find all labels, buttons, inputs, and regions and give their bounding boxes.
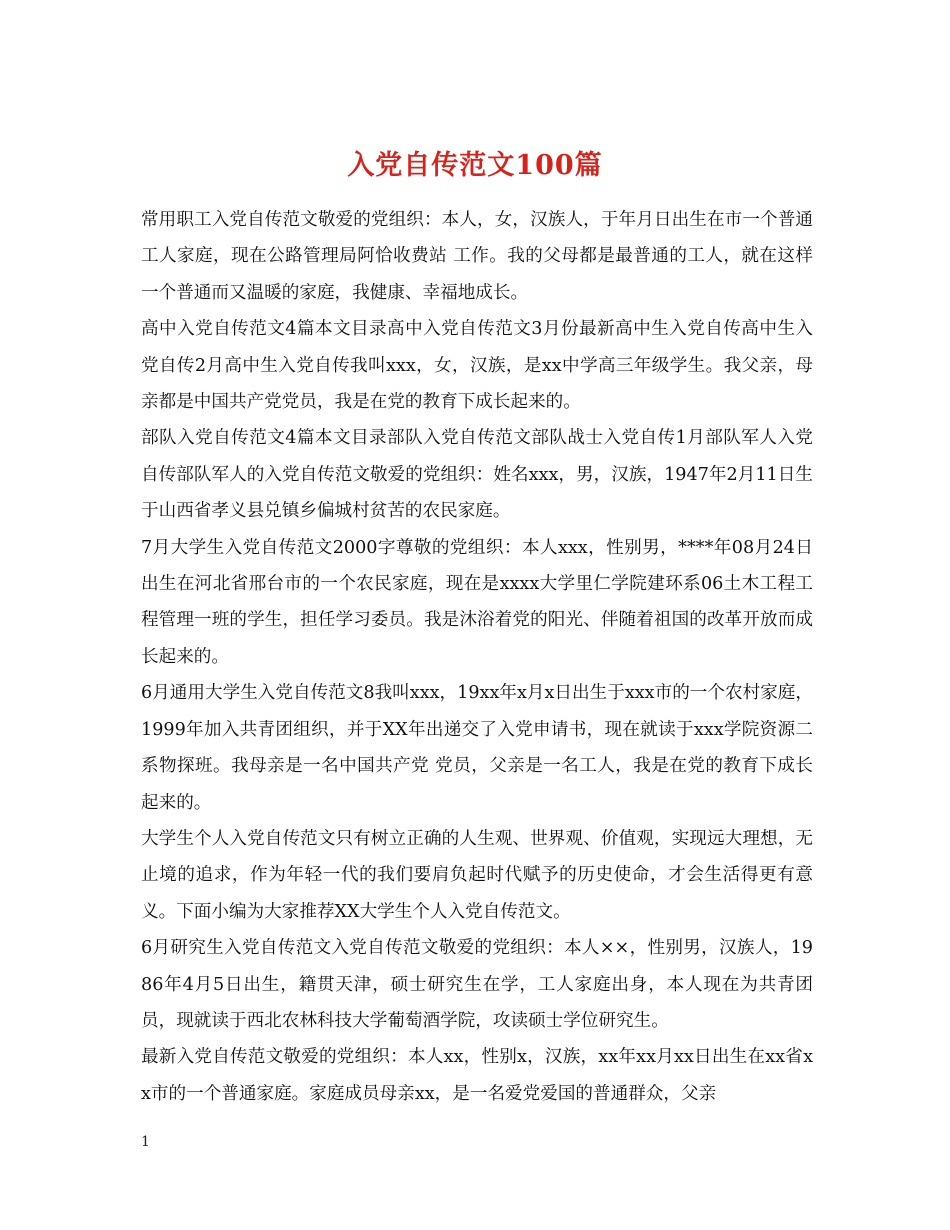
paragraph: 6月研究生入党自传范文入党自传范文敬爱的党组织：本人××，性别男，汉族人，1986年4月5日出生，籍贯天津，硕士研究生在学，工人家庭出身，本人现在为共青团员，现就读于西北农林科技大学葡萄酒学院，攻读硕士学位研究生。 <box>141 938 813 1031</box>
paragraph: 最新入党自传范文敬爱的党组织：本人xx，性别x，汉族，xx年xx月xx日出生在xx省xx市的一个普通家庭。家庭成员母亲xx，是一名爱党爱国的普通群众，父亲 <box>141 1047 813 1104</box>
document-title: 入党自传范文100篇 <box>347 150 603 182</box>
paragraph: 高中入党自传范文4篇本文目录高中入党自传范文3月份最新高中生入党自传高中生入党自传2月高中生入党自传我叫xxx，女，汉族，是xx中学高三年级学生。我父亲，母亲都是中国共产党党员，我是在党的教育下成长起来的。 <box>141 319 813 413</box>
paragraph: 7月大学生入党自传范文2000字尊敬的党组织：本人xxx，性别男，****年08月24日出生在河北省邢台市的一个农民家庭，现在是xxxx大学里仁学院建环系06土木工程工程管理一班的学生，担任学习委员。我是沐浴着党的阳光、伴随着祖国的改革开放而成长起来的。 <box>141 537 813 667</box>
paragraph: 部队入党自传范文4篇本文目录部队入党自传范文部队战士入党自传1月部队军人入党自传部队军人的入党自传范文敬爱的党组织：姓名xxx，男，汉族，1947年2月11日生于山西省孝义县兑镇乡偏城村贫苦的农民家庭。 <box>141 428 813 522</box>
paragraph: 6月通用大学生入党自传范文8我叫xxx，19xx年x月x日出生于xxx市的一个农村家庭，1999年加入共青团组织，并于XX年出递交了入党申请书，现在就读于xxx学院资源二系物探班。我母亲是一名中国共产党 党员，父亲是一名工人，我是在党的教育下成长起来的。 <box>141 683 813 813</box>
paragraph: 常用职工入党自传范文敬爱的党组织：本人，女，汉族人，于年月日出生在市一个普通工人家庭，现在公路管理局阿恰收费站 工作。我的父母都是最普通的工人，就在这样一个普通而又温暖的家庭，我健康、幸福地成长。 <box>141 210 813 303</box>
page-number: 1 <box>141 1134 150 1150</box>
paragraph: 大学生个人入党自传范文只有树立正确的人生观、世界观、价值观，实现远大理想，无止境的追求，作为年轻一代的我们要肩负起时代赋予的历史使命，才会生活得更有意义。下面小编为大家推荐XX大学生个人入党自传范文。 <box>141 828 813 922</box>
document-body <box>141 202 813 1112</box>
